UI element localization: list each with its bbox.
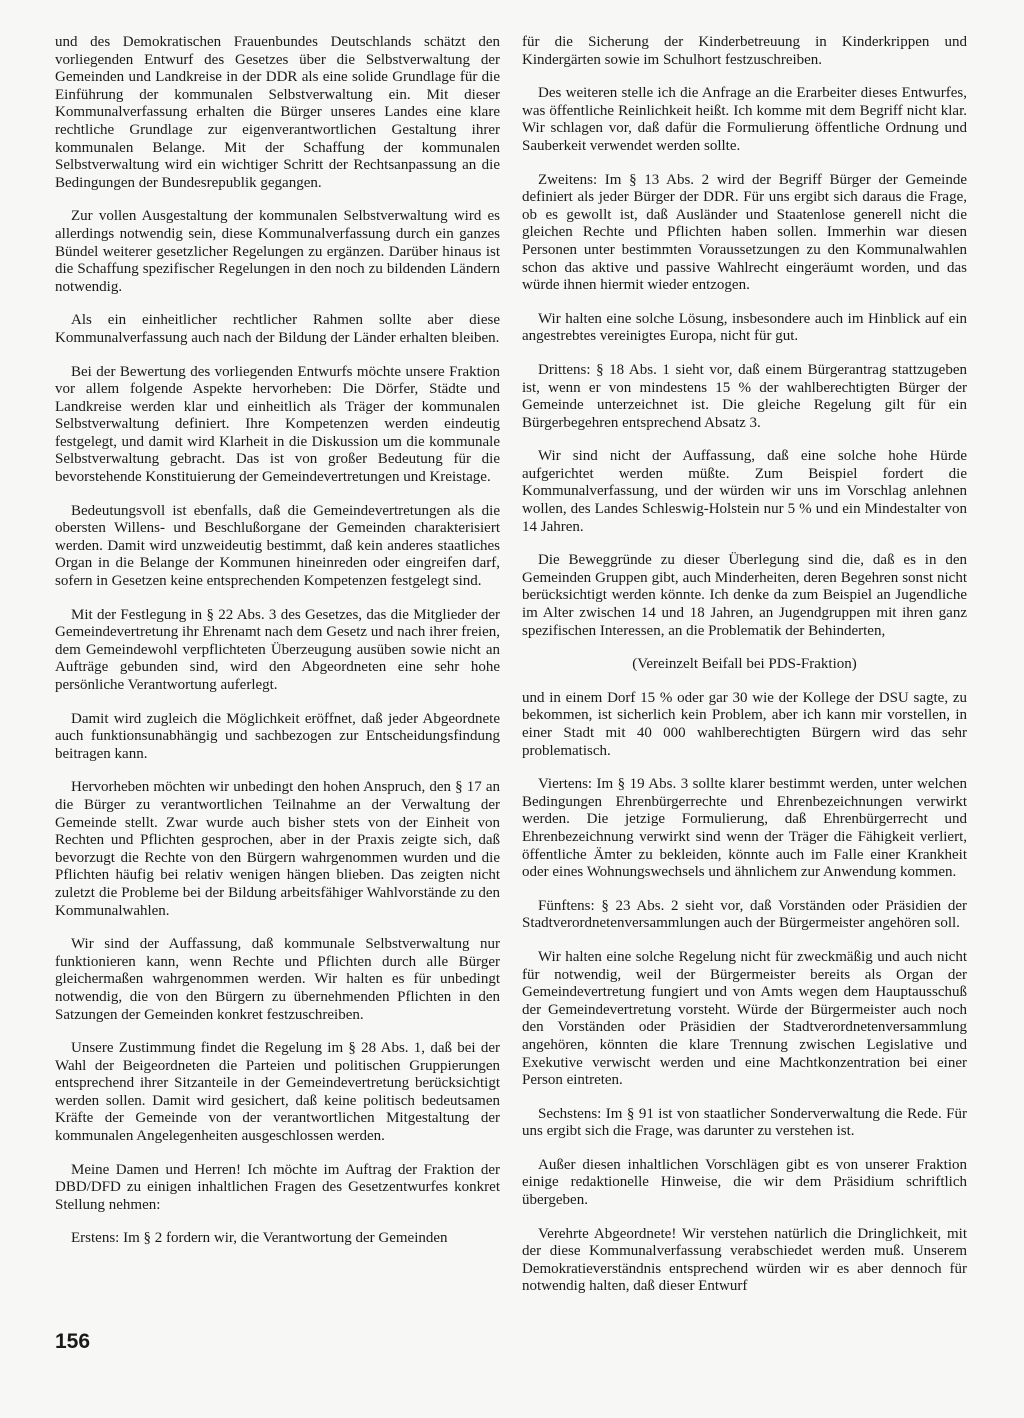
paragraph: Fünftens: § 23 Abs. 2 sieht vor, daß Vorständen oder Präsidien der Stadtverordnetenversammlungen auch der Bürgermeister angehören soll. — [522, 897, 967, 932]
paragraph: Damit wird zugleich die Möglichkeit eröffnet, daß jeder Abgeordnete auch funktionsunabhängig und sachbezogen zur Entscheidungsfindung beitragen kann. — [55, 710, 500, 762]
paragraph: Wir halten eine solche Regelung nicht für zweckmäßig und auch nicht für notwendig, weil der Bürgermeister bereits als Organ der Gemeindevertretung fungiert und von Amts wegen dem Hauptausschuß der Gemeindevertretung vorsteht. Würde der Bürgermeister auch noch den Vorständen oder Präsidien der Stadtverordnetenversammlung angehören, könnten die klare Trennung zwischen Legislative und Exekutive verwischt werden und eine Machtkonzentration bei einer Person eintreten. — [522, 948, 967, 1089]
paragraph: Zur vollen Ausgestaltung der kommunalen Selbstverwaltung wird es allerdings notwendig sein, diese Kommunalverfassung durch ein ganzes Bündel weiterer gesetzlicher Regelungen zu ergänzen. Darüber hinaus ist die Schaffung spezifischer Regelungen in den noch zu bildenden Ländern notwendig. — [55, 208, 500, 295]
paragraph: und des Demokratischen Frauenbundes Deutschlands schätzt den vorliegenden Entwurf des Gesetzes über die Selbstverwaltung der Gemeinden und Landkreise in der DDR als eine solide Grundlage für die Einführung der kommunalen Selbstverwaltung ein. Mit dieser Kommunalverfassung erhalten die Bürger unseres Landes eine klare rechtliche Grundlage zur eigenverantwortlichen Gestaltung ihrer kommunalen Belange. Mit der Schaffung der kommunalen Selbstverwaltung wird ein wichtiger Schritt der Rechtsanpassung an die Bedingungen der Bundesrepublik gegangen. — [55, 34, 500, 191]
paragraph: und in einem Dorf 15 % oder gar 30 wie der Kollege der DSU sagte, zu bekommen, ist sicherlich kein Problem, aber ich kann mir vorstellen, in einer Stadt mit 40 000 wahlberechtigten Bürgern wird das sehr problematisch. — [522, 689, 967, 759]
paragraph: Als ein einheitlicher rechtlicher Rahmen sollte aber diese Kommunalverfassung auch nach der Bildung der Länder erhalten bleiben. — [55, 312, 500, 346]
paragraph: Des weiteren stelle ich die Anfrage an die Erarbeiter dieses Entwurfes, was öffentliche Reinlichkeit heißt. Ich komme mit dem Begriff nicht klar. Wir schlagen vor, daß dafür die Formulierung öffentliche Ordnung und Sauberkeit verwendet werden sollte. — [522, 85, 967, 154]
paragraph: Mit der Festlegung in § 22 Abs. 3 des Gesetzes, das die Mitglieder der Gemeindevertretung ihr Ehrenamt nach dem Gesetz und nach ihrer freien, dem Gemeindewohl verpflichteten Überzeugung ausüben sowie nicht an Aufträge gebunden sind, wird den Abgeordneten eine sehr hohe persönliche Verantwortung auferlegt. — [55, 606, 500, 693]
paragraph: Viertens: Im § 19 Abs. 3 sollte klarer bestimmt werden, unter welchen Bedingungen Ehrenbürgerrechte und Ehrenbezeichnungen verwirkt werden. Die jetzige Formulierung, daß Ehrenbürgerrecht und Ehrenbezeichnung verwirkt sind wenn der Träger die Fähigkeit verliert, öffentliche Ämter zu bekleiden, könnte auch im Falle einer Krankheit oder eines Wohnungswechsels und ähnlichem zur Anwendung kommen. — [522, 776, 967, 881]
paragraph: Bei der Bewertung des vorliegenden Entwurfs möchte unsere Fraktion vor allem folgende Aspekte hervorheben: Die Dörfer, Städte und Landkreise werden klar und einheitlich als Träger der kommunalen Selbstverwaltung definiert. Ihre Kompetenzen werden eindeutig festgelegt, und damit wird Klarheit in die Diskussion um die kommunale Selbstverwaltung gebracht. Das ist von großer Bedeutung für die bevorstehende Konstituierung der Gemeindevertretungen und Kreistage. — [55, 363, 500, 486]
right-column — [522, 34, 967, 1312]
left-column — [55, 34, 500, 1264]
page-number: 156 — [55, 1330, 91, 1353]
paragraph: für die Sicherung der Kinderbetreuung in Kinderkrippen und Kindergärten sowie im Schulhort festzuschreiben. — [522, 34, 967, 68]
paragraph: Bedeutungsvoll ist ebenfalls, daß die Gemeindevertretungen als die obersten Willens- und Beschlußorgane der Gemeinden charakterisiert werden. Damit wird unzweideutig bestimmt, daß kein anderes staatliches Organ in die Belange der Kommunen hineinreden oder eingreifen darf, sofern in Gesetzen keine entsprechenden Kompetenzen festgelegt sind. — [55, 502, 500, 590]
paragraph: Drittens: § 18 Abs. 1 sieht vor, daß einem Bürgerantrag stattzugeben ist, wenn er von mindestens 15 % der wahlberechtigten Bürger der Gemeinde unterzeichnet ist. Die gleiche Regelung gilt für ein Bürgerbegehren entsprechend Absatz 3. — [522, 361, 967, 431]
paragraph: Hervorheben möchten wir unbedingt den hohen Anspruch, den § 17 an die Bürger zu verantwortlichen Teilnahme an der Verwaltung der Gemeinde stellt. Zwar wurde auch bisher stets von der Einheit von Rechten und Pflichten gesprochen, aber in der Praxis zeigte sich, daß bevorzugt die Rechte von den Bürgern wahrgenommen wurden und die Pflichten häufig bei relativ wenigen hängen blieben. Das zeigten nicht zuletzt die Probleme bei der Bildung arbeitsfähiger Wahlvorstände zu den Kommunalwahlen. — [55, 779, 500, 919]
paragraph: Wir halten eine solche Lösung, insbesondere auch im Hinblick auf ein angestrebtes vereinigtes Europa, nicht für gut. — [522, 310, 967, 345]
paragraph: Außer diesen inhaltlichen Vorschlägen gibt es von unserer Fraktion einige redaktionelle Hinweise, die wir dem Präsidium schriftlich übergeben. — [522, 1156, 967, 1209]
paragraph: Wir sind nicht der Auffassung, daß eine solche hohe Hürde aufgerichtet werden müßte. Zum Beispiel fordert die Kommunalverfassung, und der würden wir uns im Vorschlag anlehnen wollen, des Landes Schleswig-Holstein nur 5 % und ein Mindestalter von 14 Jahren. — [522, 448, 967, 535]
paragraph: Erstens: Im § 2 fordern wir, die Verantwortung der Gemeinden — [71, 1230, 448, 1247]
applause-note: (Vereinzelt Beifall bei PDS-Fraktion) — [632, 656, 857, 673]
paragraph: Sechstens: Im § 91 ist von staatlicher Sonderverwaltung die Rede. Für uns ergibt sich die Frage, was darunter zu verstehen ist. — [522, 1105, 967, 1140]
paragraph: Wir sind der Auffassung, daß kommunale Selbstverwaltung nur funktionieren kann, wenn Rechte und Pflichten durch alle Bürger gleichermaßen wahrgenommen werden. Wir halten es für unbedingt notwendig, die von den Bürgern zu übernehmenden Pflichten in den Satzungen der Gemeinden konkret festzuschreiben. — [55, 936, 500, 1023]
paragraph: Unsere Zustimmung findet die Regelung im § 28 Abs. 1, daß bei der Wahl der Beigeordneten die Parteien und politischen Gruppierungen entsprechend ihrer Sitzanteile in der Gemeindevertretung berücksichtigt werden sollen. Damit wird gesichert, daß keine politisch bedeutsamen Kräfte der Gemeinde von der verantwortlichen Mitgestaltung der kommunalen Angelegenheiten ausgeschlossen werden. — [55, 1040, 500, 1145]
paragraph: Die Beweggründe zu dieser Überlegung sind die, daß es in den Gemeinden Gruppen gibt, auch Minderheiten, deren Begehren sonst nicht berücksichtigt werden könnte. Ich denke da zum Beispiel an Jugendliche im Alter zwischen 14 und 18 Jahren, an Jugendgruppen mit ihren ganz spezifischen Interessen, an die Problematik der Behinderten, — [522, 552, 967, 639]
paragraph: Zweitens: Im § 13 Abs. 2 wird der Begriff Bürger der Gemeinde definiert als jeder Bürger der DDR. Für uns ergibt sich daraus die Frage, ob es gewollt ist, daß Ausländer und Staatenlose generell nicht die gleichen Rechte und Pflichten haben sollen. Immerhin war diesen Personen unter bestimmten Voraussetzungen zu den Kommunalwahlen schon das aktive und passive Wahlrecht eingeräumt worden, und das würde ihnen hiermit wieder entzogen. — [522, 171, 967, 294]
paragraph: Verehrte Abgeordnete! Wir verstehen natürlich die Dringlichkeit, mit der diese Kommunalverfassung verabschiedet werden muß. Unserem Demokratieverständnis entsprechend würden wir es aber dennoch für notwendig halten, daß dieser Entwurf — [522, 1225, 967, 1295]
paragraph: Meine Damen und Herren! Ich möchte im Auftrag der Fraktion der DBD/DFD zu einigen inhaltlichen Fragen des Gesetzentwurfes konkret Stellung nehmen: — [55, 1161, 500, 1213]
